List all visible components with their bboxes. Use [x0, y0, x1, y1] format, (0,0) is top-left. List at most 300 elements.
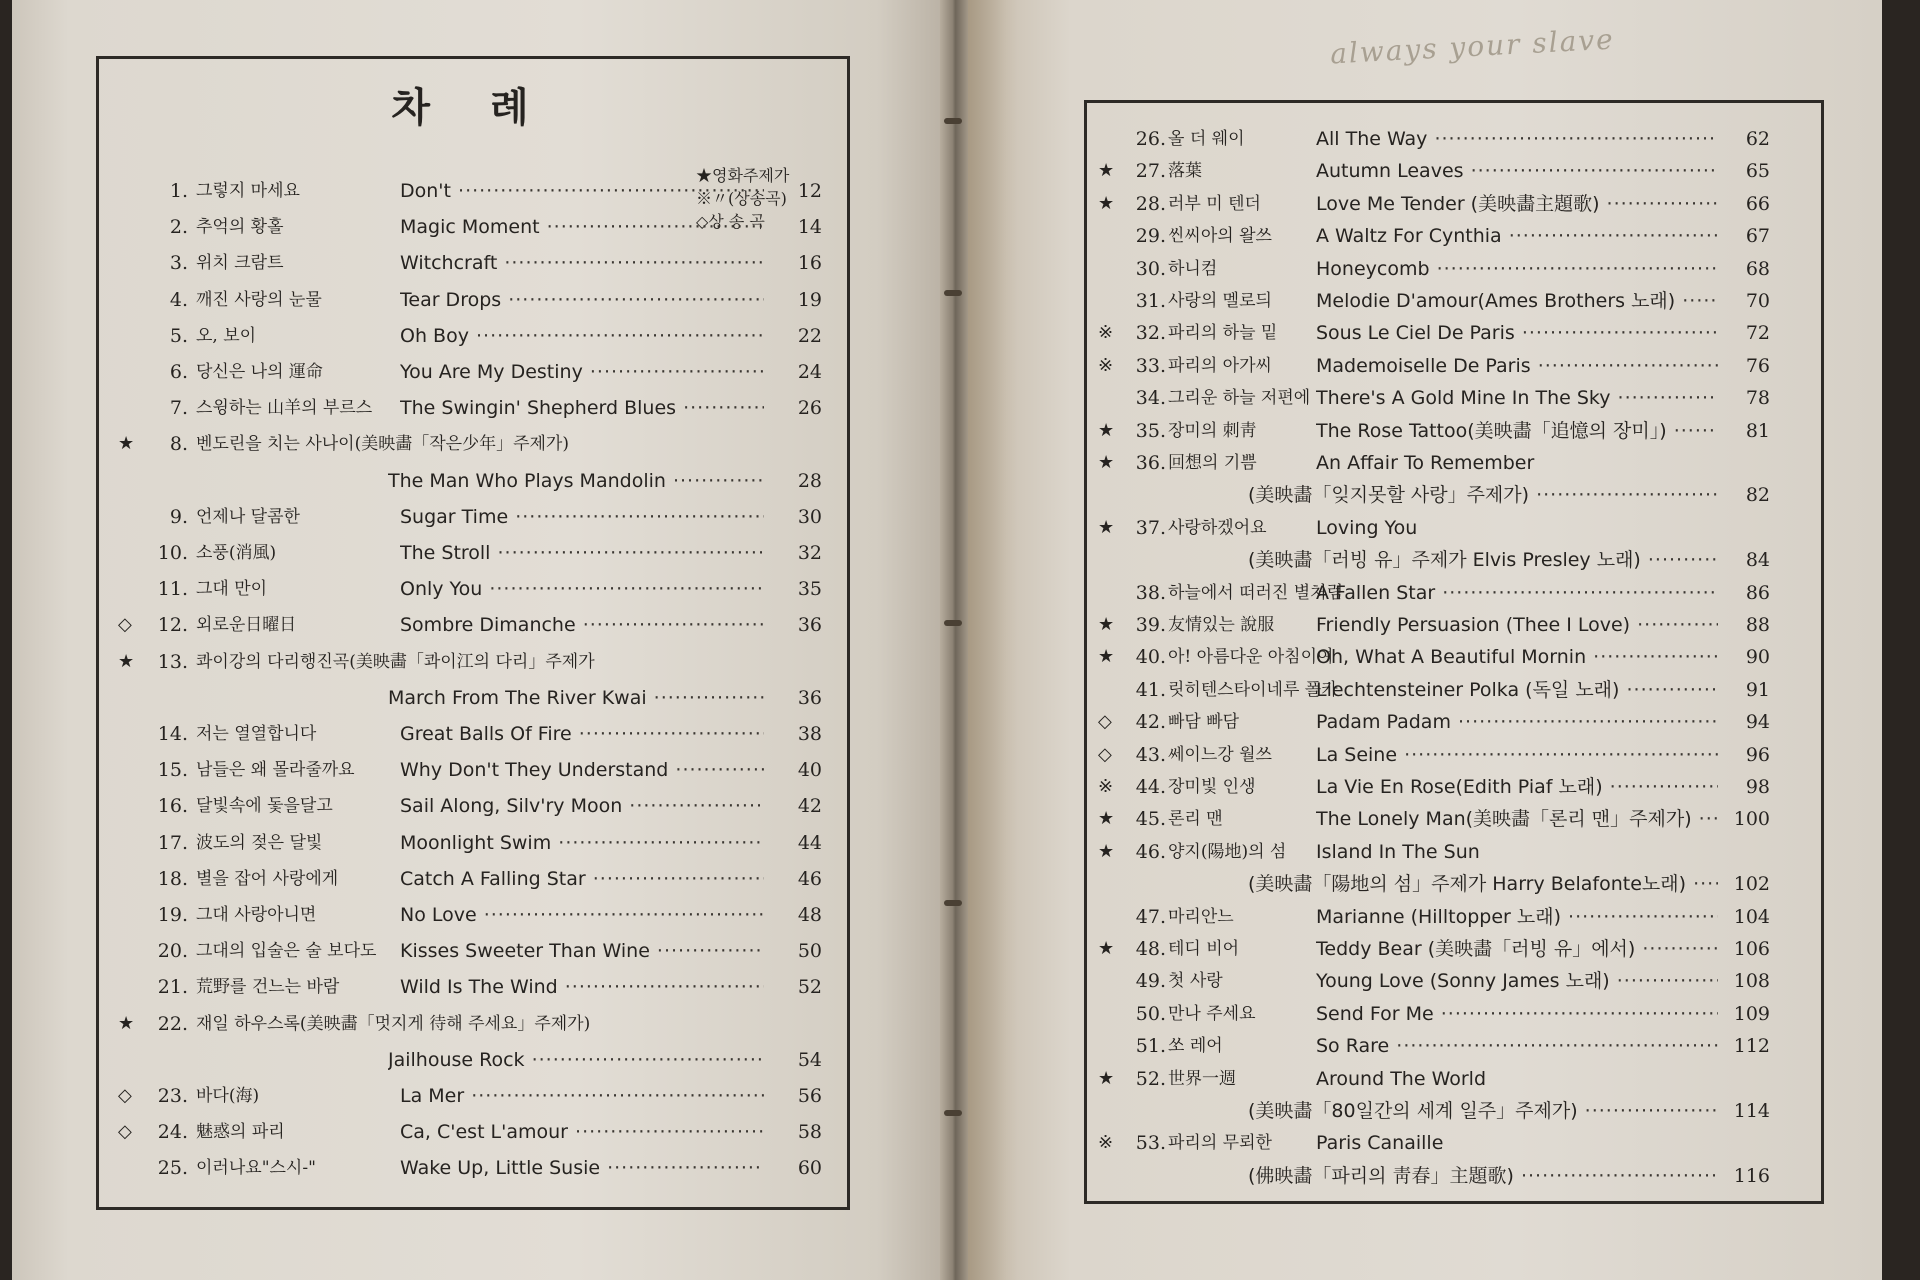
toc-entry — [1098, 189, 1770, 219]
entry-number: 12. — [157, 614, 188, 637]
toc-entry — [1098, 610, 1770, 640]
entry-original-title: Sombre Dimanche ····· — [400, 610, 764, 640]
entry-number: 2. — [169, 216, 188, 239]
entry-number: 35. — [1135, 419, 1166, 442]
entry-original-title: La Mer ····· — [400, 1081, 764, 1111]
entry-original-title: Sous Le Ciel De Paris ····· — [1316, 318, 1718, 348]
entry-symbol: ◇ — [118, 614, 132, 636]
entry-page-number: 100 — [1733, 808, 1770, 831]
entry-korean-title: 回想의 기쁨 — [1168, 453, 1257, 473]
entry-number: 33. — [1135, 354, 1166, 377]
entry-original-title: Love Me Tender (美映畵主題歌) ····· — [1316, 189, 1718, 219]
entry-page-number: 67 — [1745, 225, 1770, 248]
entry-page-number: 112 — [1733, 1035, 1770, 1058]
entry-page-number: 40 — [797, 759, 822, 782]
entry-number: 36. — [1135, 452, 1166, 474]
entry-page-number: 14 — [797, 216, 822, 239]
entry-page-number: 98 — [1745, 776, 1770, 798]
entry-number: 49. — [1135, 970, 1166, 993]
entry-original-title: Friendly Persuasion (Thee I Love) ····· — [1316, 610, 1718, 640]
entry-number: 53. — [1135, 1132, 1166, 1155]
entry-number: 43. — [1135, 743, 1166, 766]
entry-korean-title: 만나 주세요 — [1168, 1003, 1256, 1024]
entry-number: 46. — [1135, 840, 1166, 863]
toc-entry — [118, 538, 822, 568]
entry-original-title: Melodie D'amour(Ames Brothers 노래) ····· — [1316, 286, 1718, 316]
entry-page-number: 82 — [1745, 484, 1770, 507]
toc-entry — [1098, 448, 1770, 478]
entry-korean-title: 그리운 하늘 저편에 — [1168, 388, 1311, 409]
toc-entry — [118, 647, 822, 677]
toc-entry — [1098, 480, 1770, 510]
entry-original-title: Witchcraft ····· — [400, 248, 764, 278]
toc-entry — [1098, 221, 1770, 251]
toc-entry — [118, 212, 822, 242]
entry-page-number: 58 — [797, 1121, 822, 1144]
entry-original-title: A Fallen Star ····· — [1316, 578, 1718, 608]
entry-number: 15. — [157, 759, 188, 782]
entry-korean-title: 첫 사랑 — [1168, 971, 1223, 992]
entry-original-title: The Lonely Man(美映畵「론리 맨」주제가) ····· — [1316, 804, 1718, 834]
entry-original-title: Paris Canaille — [1316, 1132, 1444, 1155]
entry-original-title: The Man Who Plays Mandolin ····· — [388, 466, 764, 496]
entry-page-number: 108 — [1733, 970, 1770, 993]
toc-entry — [1098, 675, 1770, 705]
entry-symbol: ★ — [1098, 614, 1115, 635]
entry-number: 48. — [1135, 938, 1166, 960]
toc-entry — [1098, 1161, 1770, 1191]
entry-korean-title: 콰이강의 다리행진곡(美映畵「콰이江의 다리」주제가 — [196, 651, 595, 672]
toc-entry — [118, 429, 822, 459]
entry-korean-title: 외로운日曜日 — [196, 615, 297, 636]
entry-korean-title: 이러나요"스시-" — [196, 1158, 316, 1179]
entry-original-title: Oh, What A Beautiful Mornin ····· — [1316, 642, 1718, 672]
entry-symbol: ★ — [118, 650, 135, 672]
toc-entry — [1098, 1096, 1770, 1126]
entry-symbol: ★ — [1098, 938, 1115, 959]
entry-original-title: The Swingin' Shepherd Blues ····· — [400, 393, 764, 423]
entry-number: 17. — [157, 831, 188, 854]
entry-page-number: 96 — [1745, 743, 1770, 766]
entry-original-title: Oh Boy ····· — [400, 321, 764, 351]
entry-korean-title: 남들은 왜 몰라줄까요 — [196, 760, 355, 781]
toc-entry — [1098, 869, 1770, 899]
entry-page-number: 24 — [797, 361, 822, 383]
entry-symbol: ★ — [118, 433, 135, 455]
toc-entry — [118, 719, 822, 749]
entry-original-title: Young Love (Sonny James 노래) ····· — [1316, 966, 1718, 996]
entry-page-number: 26 — [797, 397, 822, 420]
entry-page-number: 42 — [797, 795, 822, 818]
toc-entry — [1098, 318, 1770, 348]
toc-entry — [1098, 837, 1770, 867]
toc-entry — [1098, 513, 1770, 543]
entry-original-title: Loving You — [1316, 516, 1418, 539]
entry-page-number: 106 — [1733, 938, 1770, 960]
toc-entry — [118, 176, 822, 206]
entry-original-title: Why Don't They Understand ····· — [400, 755, 764, 785]
entry-number: 24. — [157, 1121, 188, 1144]
toc-entry — [1098, 1128, 1770, 1158]
toc-entry — [1098, 351, 1770, 381]
entry-page-number: 16 — [797, 252, 822, 275]
toc-entry — [1098, 966, 1770, 996]
entry-number: 18. — [157, 867, 188, 890]
entry-page-number: 12 — [797, 180, 822, 202]
entry-number: 41. — [1135, 678, 1166, 701]
toc-entry — [118, 1081, 822, 1111]
entry-symbol: ★ — [1098, 160, 1115, 182]
entry-symbol: ◇ — [118, 1121, 132, 1143]
entry-korean-title: 깨진 사랑의 눈물 — [196, 289, 322, 310]
toc-entry — [1098, 254, 1770, 284]
toc-entry — [1098, 286, 1770, 316]
entry-number: 3. — [169, 252, 188, 275]
entry-original-title: Teddy Bear (美映畵「러빙 유」에서) ····· — [1316, 934, 1718, 964]
entry-original-title: Kisses Sweeter Than Wine ····· — [400, 936, 764, 966]
entry-korean-title: 달빛속에 돛을달고 — [196, 796, 333, 817]
entry-number: 42. — [1135, 711, 1166, 734]
entry-number: 40. — [1135, 646, 1166, 669]
toc-entry — [118, 864, 822, 894]
entry-symbol: ※ — [1098, 322, 1114, 344]
entry-original-title: Wake Up, Little Susie ····· — [400, 1153, 764, 1183]
entry-symbol: ★ — [1098, 646, 1115, 668]
toc-entry — [118, 248, 822, 278]
toc-entry — [1098, 804, 1770, 834]
toc-entry — [1098, 642, 1770, 672]
entry-korean-title: 世界一週 — [1168, 1068, 1236, 1089]
entry-korean-title: 양지(陽地)의 섬 — [1168, 841, 1287, 862]
entry-page-number: 28 — [797, 469, 822, 492]
entry-symbol: ★ — [1098, 808, 1115, 830]
entry-page-number: 50 — [797, 940, 822, 963]
entry-korean-title: 파리의 무뢰한 — [1168, 1133, 1272, 1154]
entry-korean-title: 장미의 刺靑 — [1168, 420, 1257, 441]
entry-original-title: Liechtensteiner Polka (독일 노래) ····· — [1316, 675, 1718, 705]
toc-entry — [118, 610, 822, 640]
entry-page-number: 109 — [1733, 1002, 1770, 1025]
toc-entry — [118, 357, 822, 387]
entry-number: 23. — [157, 1085, 188, 1107]
entry-page-number: 65 — [1745, 160, 1770, 183]
entry-page-number: 84 — [1745, 549, 1770, 572]
entry-number: 31. — [1135, 290, 1166, 312]
entry-number: 50. — [1135, 1002, 1166, 1025]
entry-number: 16. — [157, 795, 188, 818]
entry-korean-title: 재일 하우스록(美映畵「멋지게 待해 주세요」주제가) — [196, 1013, 591, 1034]
toc-entry — [118, 1117, 822, 1147]
entry-page-number: 90 — [1745, 646, 1770, 669]
toc-entry — [118, 574, 822, 604]
entry-symbol: ★ — [1098, 192, 1115, 214]
entry-korean-title: 파리의 아가씨 — [1168, 355, 1272, 376]
entry-number: 27. — [1135, 160, 1166, 183]
page-title: 차례 — [391, 84, 589, 131]
entry-page-number: 86 — [1745, 581, 1770, 604]
entry-original-title: (美映畵「陽地의 섬」주제가 Harry Belafonte노래) ····· — [1248, 869, 1718, 899]
entry-number: 39. — [1135, 614, 1166, 636]
entry-page-number: 94 — [1745, 711, 1770, 734]
entry-original-title: An Affair To Remember — [1316, 452, 1535, 474]
entry-symbol: ◇ — [1098, 743, 1112, 765]
entry-number: 9. — [169, 505, 188, 528]
entry-korean-title: 아! 아름다운 아침이여 — [1168, 647, 1334, 668]
pencil-handwriting: always your slave — [1329, 22, 1616, 71]
entry-korean-title: 저는 열열합니다 — [196, 724, 317, 744]
entry-korean-title: 장미빛 인생 — [1168, 777, 1256, 797]
toc-entry — [1098, 934, 1770, 964]
entry-original-title: (佛映畵「파리의 靑春」主題歌) ····· — [1248, 1161, 1718, 1191]
entry-number: 28. — [1135, 192, 1166, 215]
entry-page-number: 60 — [797, 1157, 822, 1180]
toc-entry — [118, 466, 822, 496]
toc-entry — [118, 791, 822, 821]
entry-symbol: ★ — [118, 1012, 135, 1034]
entry-page-number: 88 — [1745, 614, 1770, 636]
entry-korean-title: 魅惑의 파리 — [196, 1122, 285, 1143]
entry-number: 25. — [157, 1157, 188, 1180]
entry-page-number: 44 — [797, 831, 822, 854]
entry-korean-title: 스윙하는 山羊의 부르스 — [196, 398, 373, 419]
entry-korean-title: 위치 크람트 — [196, 253, 284, 274]
entry-korean-title: 릿히텐스타이네루 폴카 — [1168, 679, 1338, 700]
entry-original-title: Catch A Falling Star ····· — [400, 864, 764, 894]
entry-number: 45. — [1135, 808, 1166, 831]
legend-movie-theme: ★영화주제가 — [696, 166, 790, 185]
toc-entry — [1098, 578, 1770, 608]
entry-korean-title: 바다(海) — [196, 1086, 260, 1106]
entry-korean-title: 파리의 하늘 밑 — [1168, 323, 1278, 344]
entry-korean-title: 그대의 입술은 술 보다도 — [196, 941, 377, 962]
entry-original-title: Autumn Leaves ····· — [1316, 156, 1718, 186]
entry-korean-title: 오, 보이 — [196, 325, 257, 346]
entry-number: 34. — [1135, 387, 1166, 410]
toc-entry — [1098, 707, 1770, 737]
entry-number: 20. — [157, 940, 188, 963]
entry-number: 52. — [1135, 1067, 1166, 1090]
toc-entry — [118, 321, 822, 351]
entry-original-title: A Waltz For Cynthia ····· — [1316, 221, 1718, 251]
entry-page-number: 66 — [1745, 192, 1770, 215]
entry-original-title: Padam Padam ····· — [1316, 707, 1718, 737]
entry-symbol: ◇ — [118, 1085, 132, 1106]
entry-number: 47. — [1135, 905, 1166, 928]
entry-original-title: Only You ····· — [400, 574, 764, 604]
toc-entry — [118, 502, 822, 532]
entry-page-number: 54 — [797, 1048, 822, 1071]
entry-original-title: All The Way ····· — [1316, 124, 1718, 154]
entry-number: 13. — [157, 650, 188, 673]
entry-korean-title: 荒野를 건느는 바람 — [196, 977, 340, 998]
entry-page-number: 102 — [1733, 873, 1770, 896]
toc-entry — [1098, 772, 1770, 802]
entry-number: 8. — [169, 433, 188, 456]
entry-original-title: Mademoiselle De Paris ····· — [1316, 351, 1718, 381]
entry-number: 19. — [157, 904, 188, 926]
entry-symbol: ※ — [1098, 776, 1114, 797]
entry-page-number: 104 — [1733, 905, 1770, 928]
entry-page-number: 72 — [1745, 322, 1770, 345]
entry-page-number: 91 — [1745, 678, 1770, 701]
entry-korean-title: 사랑하겠어요 — [1168, 517, 1267, 538]
legend-chanson-movie: ※〃(상송곡) — [696, 189, 787, 208]
toc-entry — [1098, 124, 1770, 154]
entry-page-number: 52 — [797, 976, 822, 999]
entry-original-title: Moonlight Swim ····· — [400, 828, 764, 858]
entry-symbol: ※ — [1098, 354, 1114, 376]
entry-korean-title: 언제나 달콤한 — [196, 506, 300, 527]
entry-original-title: No Love ····· — [400, 900, 764, 930]
toc-entry — [118, 1009, 822, 1039]
entry-korean-title: 추억의 황홀 — [196, 217, 284, 238]
entry-number: 7. — [169, 397, 188, 420]
entry-original-title: Island In The Sun — [1316, 840, 1480, 863]
entry-original-title: Honeycomb ····· — [1316, 254, 1718, 284]
entry-original-title: Send For Me ····· — [1316, 999, 1718, 1029]
entry-page-number: 81 — [1745, 419, 1770, 442]
entry-korean-title: 테디 비어 — [1168, 939, 1240, 959]
entry-korean-title: 落葉 — [1168, 161, 1202, 182]
toc-entry — [1098, 902, 1770, 932]
entry-number: 21. — [157, 976, 188, 999]
entry-korean-title: 별을 잡어 사랑에게 — [196, 868, 339, 889]
entry-page-number: 36 — [797, 686, 822, 709]
entry-page-number: 22 — [797, 324, 822, 347]
entry-number: 11. — [157, 578, 188, 601]
entry-original-title: Magic Moment ····· — [400, 212, 764, 242]
entry-original-title: Tear Drops ····· — [400, 285, 764, 315]
entry-korean-title: 그대 사랑아니면 — [196, 905, 317, 925]
entry-page-number: 68 — [1745, 257, 1770, 280]
entry-original-title: Sugar Time ····· — [400, 502, 764, 532]
entry-korean-title: 씬씨아의 왈쓰 — [1168, 226, 1272, 247]
toc-entry — [118, 936, 822, 966]
entry-original-title: (美映畵「러빙 유」주제가 Elvis Presley 노래) ····· — [1248, 545, 1718, 575]
entry-page-number: 56 — [797, 1085, 822, 1107]
entry-original-title: Don't ····· — [400, 176, 764, 206]
entry-korean-title: 그대 만이 — [196, 579, 268, 600]
entry-symbol: ★ — [1098, 1067, 1115, 1089]
entry-original-title: Great Balls Of Fire ····· — [400, 719, 764, 749]
entry-page-number: 38 — [797, 723, 822, 745]
entry-number: 4. — [169, 288, 188, 311]
entry-korean-title: 소풍(消風) — [196, 543, 277, 563]
toc-entry — [118, 1045, 822, 1075]
entry-korean-title: 하니컴 — [1168, 258, 1218, 279]
toc-entry — [1098, 740, 1770, 770]
entry-original-title: Marianne (Hilltopper 노래) ····· — [1316, 902, 1718, 932]
toc-entry — [1098, 545, 1770, 575]
toc-entry — [118, 1153, 822, 1183]
entry-symbol: ★ — [1098, 516, 1115, 538]
toc-entry — [1098, 156, 1770, 186]
entry-original-title: The Stroll ····· — [400, 538, 764, 568]
entry-page-number: 78 — [1745, 387, 1770, 410]
entry-number: 51. — [1135, 1035, 1166, 1058]
entry-korean-title: 하늘에서 떠러진 별처럼 — [1168, 582, 1344, 603]
entry-number: 32. — [1135, 322, 1166, 345]
toc-entry — [1098, 416, 1770, 446]
entry-original-title: You Are My Destiny ····· — [400, 357, 764, 387]
toc-entry — [1098, 1031, 1770, 1061]
entry-original-title: There's A Gold Mine In The Sky ····· — [1316, 383, 1718, 413]
entry-original-title: Wild Is The Wind ····· — [400, 972, 764, 1002]
entry-page-number: 116 — [1733, 1164, 1770, 1187]
toc-entry — [118, 683, 822, 713]
toc-entry — [118, 828, 822, 858]
entry-page-number: 70 — [1745, 290, 1770, 312]
entry-original-title: So Rare ····· — [1316, 1031, 1718, 1061]
entry-korean-title: 波도의 젖은 달빛 — [196, 832, 323, 853]
entry-original-title: Jailhouse Rock ····· — [388, 1045, 764, 1075]
toc-entry — [118, 900, 822, 930]
entry-original-title: March From The River Kwai ····· — [388, 683, 764, 713]
entry-korean-title: 당신은 나의 運命 — [196, 362, 323, 382]
entry-symbol: ※ — [1098, 1132, 1114, 1154]
toc-entry — [118, 393, 822, 423]
entry-original-title: Ca, C'est L'amour ····· — [400, 1117, 764, 1147]
entry-korean-title: 빠담 빠담 — [1168, 712, 1240, 733]
entry-number: 5. — [169, 324, 188, 347]
entry-korean-title: 마리안느 — [1168, 906, 1234, 927]
entry-number: 14. — [157, 723, 188, 745]
entry-page-number: 46 — [797, 867, 822, 890]
entry-number: 29. — [1135, 225, 1166, 248]
toc-entry — [118, 972, 822, 1002]
entry-number: 37. — [1135, 516, 1166, 539]
entry-number: 38. — [1135, 581, 1166, 604]
entry-number: 44. — [1135, 776, 1166, 798]
entry-page-number: 114 — [1733, 1100, 1770, 1122]
entry-original-title: (美映畵「잊지못할 사랑」주제가) ····· — [1248, 480, 1718, 510]
toc-entry — [1098, 1064, 1770, 1094]
entry-number: 10. — [157, 542, 188, 564]
toc-entry — [118, 755, 822, 785]
entry-number: 1. — [169, 180, 188, 202]
entry-korean-title: 그렇지 마세요 — [196, 181, 300, 201]
toc-entry — [118, 285, 822, 315]
entry-symbol: ★ — [1098, 840, 1115, 862]
entry-symbol: ★ — [1098, 419, 1115, 441]
entry-korean-title: 사랑의 멜로듸 — [1168, 291, 1272, 311]
entry-page-number: 19 — [797, 288, 822, 311]
entry-korean-title: 벤도린을 치는 사나이(美映畵「작은少年」주제가) — [196, 434, 569, 455]
entry-symbol: ◇ — [1098, 711, 1112, 733]
entry-number: 26. — [1135, 128, 1166, 150]
entry-korean-title: 론리 맨 — [1168, 809, 1223, 830]
entry-page-number: 35 — [797, 578, 822, 601]
toc-entry — [1098, 999, 1770, 1029]
entry-korean-title: 올 더 웨이 — [1168, 129, 1245, 149]
entry-korean-title: 쎄이느강 월쓰 — [1168, 744, 1272, 765]
legend-chanson: ◇상 송 곡 — [696, 212, 765, 231]
entry-page-number: 32 — [797, 542, 822, 564]
entry-page-number: 30 — [797, 505, 822, 528]
entry-number: 22. — [157, 1012, 188, 1035]
entry-number: 6. — [169, 361, 188, 383]
entry-original-title: Sail Along, Silv'ry Moon ····· — [400, 791, 764, 821]
entry-page-number: 76 — [1745, 354, 1770, 377]
entry-page-number: 48 — [797, 904, 822, 926]
entry-symbol: ★ — [1098, 452, 1115, 473]
entry-original-title: La Seine ····· — [1316, 740, 1718, 770]
entry-original-title: Around The World — [1316, 1067, 1487, 1090]
entry-page-number: 36 — [797, 614, 822, 637]
entry-korean-title: 쏘 레어 — [1168, 1036, 1223, 1057]
toc-entry — [1098, 383, 1770, 413]
entry-page-number: 62 — [1745, 128, 1770, 150]
